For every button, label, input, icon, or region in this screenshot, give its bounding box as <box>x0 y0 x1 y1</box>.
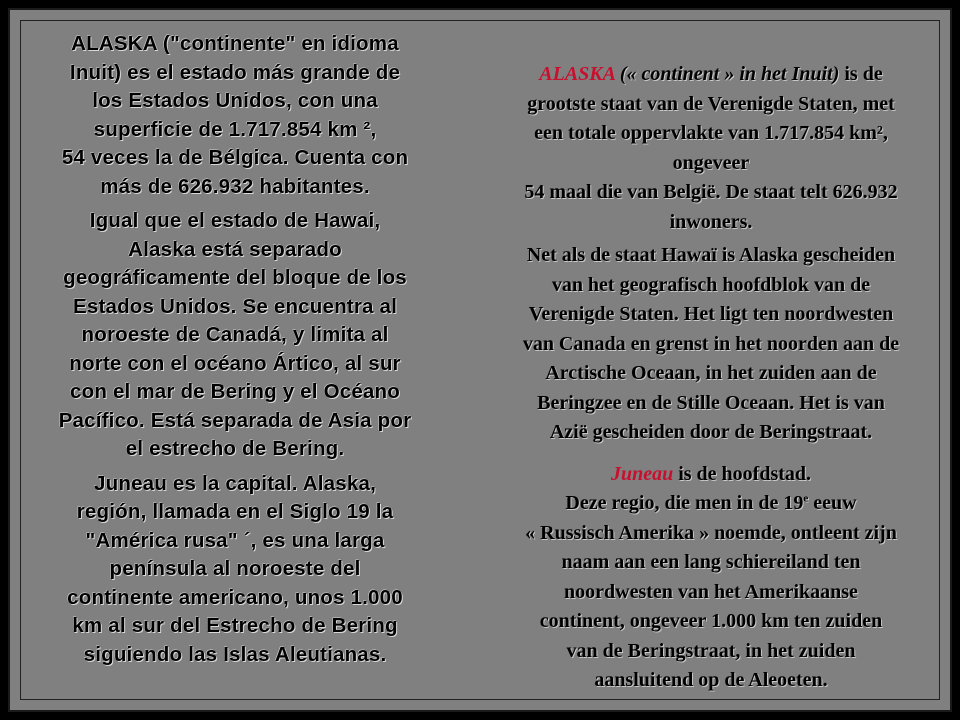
text-line: km al sur del Estrecho de Bering <box>72 614 398 637</box>
text-line: ALASKA ("continente" en idioma <box>71 32 399 55</box>
text-line: los Estados Unidos, con una <box>92 89 378 112</box>
text-line: el estrecho de Bering. <box>125 437 345 460</box>
text-line: noroeste de Canadá, y limita al <box>81 323 389 346</box>
text-line: Igual que el estado de Hawai, <box>89 209 381 232</box>
text-line: van de Beringstraat, in het zuiden <box>566 639 856 662</box>
text-line: "América rusa" ´, es una larga <box>85 528 385 552</box>
slide <box>8 8 952 712</box>
text-line: península al noroeste del <box>109 557 361 580</box>
text-line: con el mar de Bering y el Océano <box>70 380 400 403</box>
text-line: Verenigde Staten. Het ligt ten noordwesten <box>528 303 894 325</box>
spanish-column <box>20 30 450 710</box>
text-line: más de 626.932 habitantes. <box>100 174 370 198</box>
highlight-juneau: Juneau <box>610 462 674 485</box>
text-line: Azië gescheiden door de Beringstraat. <box>549 421 873 443</box>
text-line: región, llamada en el Siglo 19 la <box>76 500 394 523</box>
dutch-paragraph-1 <box>480 60 942 237</box>
superscript: e <box>803 492 809 505</box>
spanish-paragraph-1 <box>20 30 450 201</box>
text-line: Inuit) es el estado más grande de <box>69 60 401 84</box>
dutch-paragraph-2 <box>480 241 942 448</box>
text-line: Net als de staat Hawaï is Alaska gescheiden <box>526 244 896 266</box>
text-line: Alaska está separado <box>128 237 342 261</box>
text-line: inwoners. <box>669 210 753 233</box>
text-line: geográficamente del bloque de los <box>63 266 407 289</box>
text-line: continente americano, unos 1.000 <box>67 585 403 609</box>
text-line: 54 veces la de Bélgica. Cuenta con <box>61 146 409 169</box>
text-line: continent, ongeveer 1.000 km ten zuiden <box>539 610 883 632</box>
text-line: Deze regio, die men in de 19 <box>565 492 804 514</box>
dutch-paragraph-3 <box>480 460 942 696</box>
dutch-column <box>480 60 942 710</box>
text-line: Juneau es la capital. Alaska, <box>94 471 376 495</box>
text-line: Arctische Oceaan, in het zuiden aan de <box>545 362 877 384</box>
text-line: « Russisch Amerika » noemde, ontleent zijn <box>525 521 897 544</box>
text-line: een totale oppervlakte van 1.717.854 km², <box>534 122 888 144</box>
highlight-alaska: ALASKA <box>539 63 615 85</box>
text-line: 54 maal die van België. De staat telt 626.932 <box>524 181 898 203</box>
text-line: van Canada en grenst in het noorden aan de <box>522 332 900 355</box>
text-line: naam aan een lang schiereiland ten <box>561 551 861 573</box>
inuit-note: (« continent » in het Inuit) <box>614 63 840 85</box>
text-line: grootste staat van de Verenigde Staten, met <box>527 92 895 115</box>
text-line: Estados Unidos. Se encuentra al <box>72 294 398 318</box>
text-line: superficie de 1.717.854 km ², <box>93 117 377 141</box>
text-line: siguiendo las Islas Aleutianas. <box>83 642 387 666</box>
text-line: is de <box>839 63 883 85</box>
text-line: noordwesten van het Amerikaanse <box>564 580 858 603</box>
text-line: van het geografisch hoofdblok van de <box>551 273 871 296</box>
spanish-paragraph-2 <box>20 207 450 464</box>
text-line: Pacífico. Está separada de Asia por <box>58 408 412 432</box>
text-line: aansluitend op de Aleoeten. <box>594 669 828 691</box>
text-line: ongeveer <box>672 151 750 174</box>
text-line: eeuw <box>808 492 857 514</box>
text-line: Beringzee en de Stille Oceaan. Het is van <box>537 391 885 414</box>
spanish-paragraph-3 <box>20 470 450 670</box>
text-line: norte con el océano Ártico, al sur <box>69 351 401 375</box>
text-line: is de hoofdstad. <box>673 462 812 485</box>
